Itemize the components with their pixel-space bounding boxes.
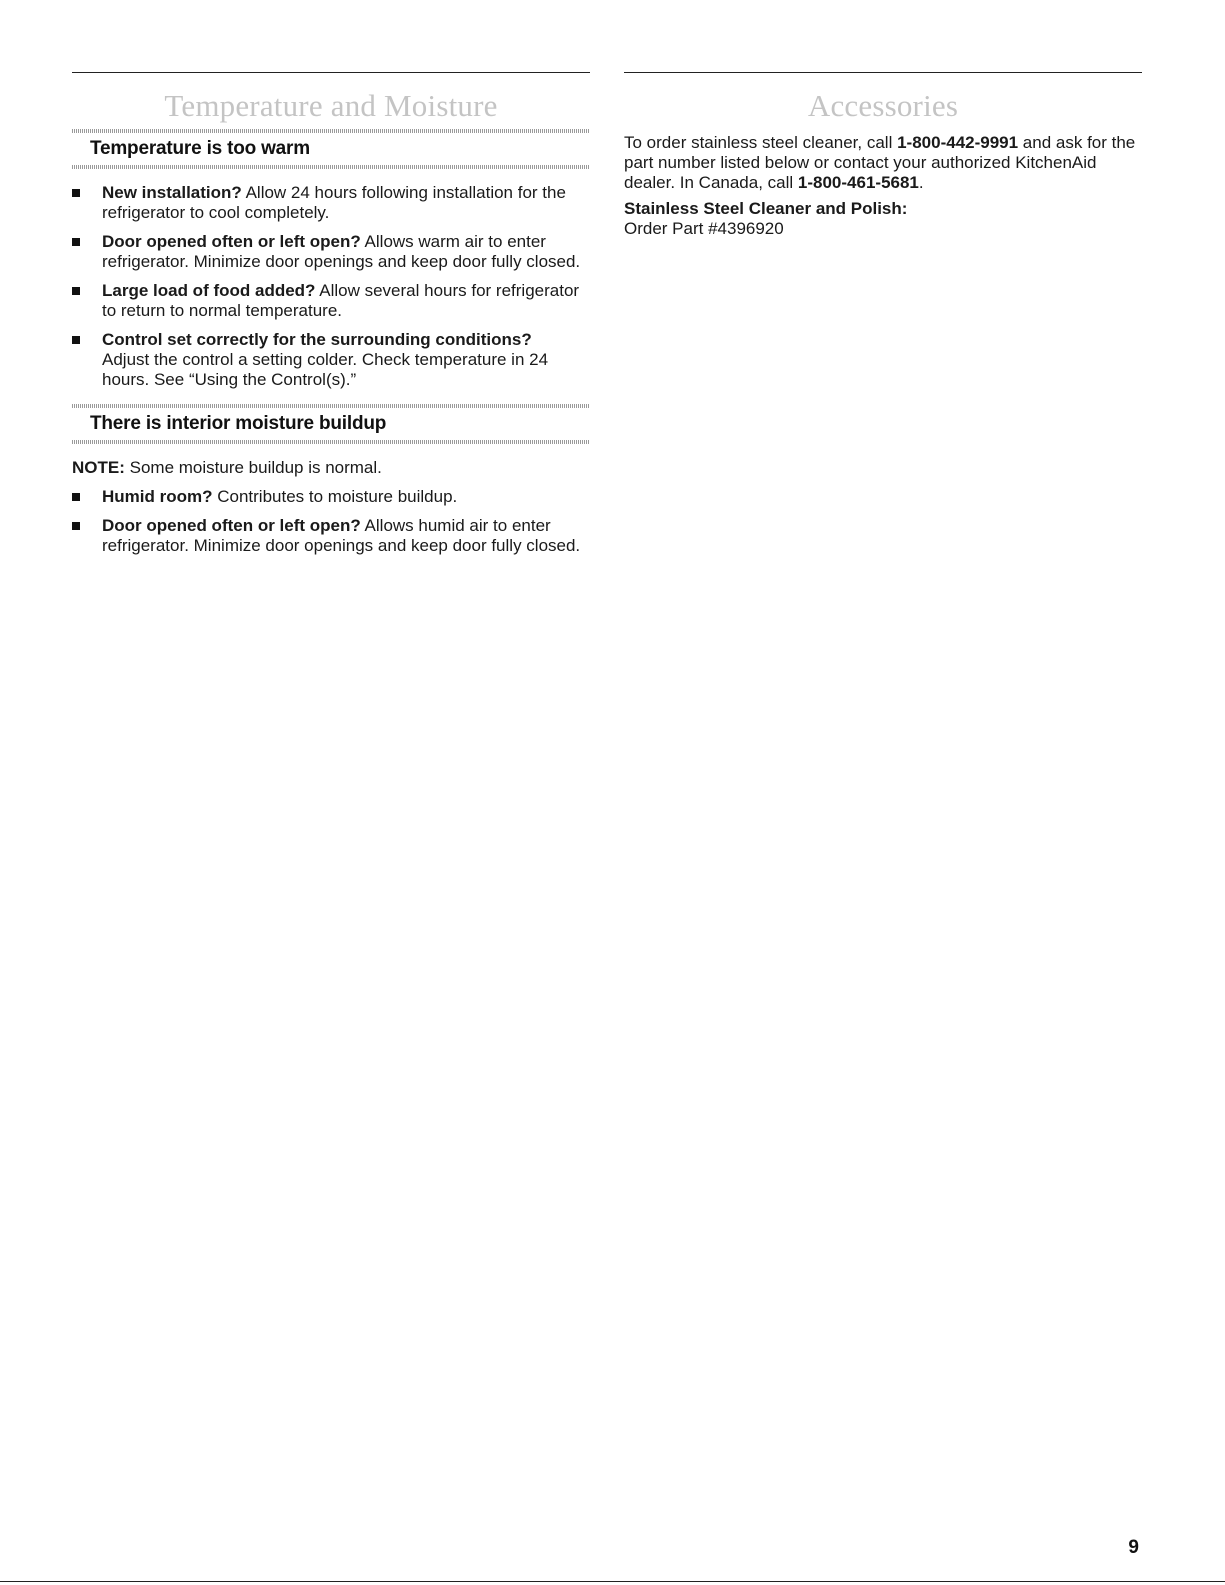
square-bullet-icon	[72, 336, 80, 344]
item-text: Allows humid air to enter refrigerator. Minimize door openings and keep door fully closed.	[102, 516, 581, 555]
phone-us: 1-800-442-9991	[897, 133, 1019, 152]
square-bullet-icon	[72, 189, 80, 197]
list-item	[72, 487, 582, 507]
list-item	[72, 183, 582, 223]
left-column	[72, 72, 590, 565]
item-label: New installation?	[102, 183, 242, 202]
subheading-interior-moisture: There is interior moisture buildup	[90, 413, 387, 434]
item-text: Allows warm air to enter refrigerator. Minimize door openings and keep door fully closed.	[102, 232, 581, 271]
product-part-number: Order Part #4396920	[624, 219, 784, 238]
note-text: Some moisture buildup is normal.	[124, 458, 382, 477]
intro-text: .	[918, 173, 924, 192]
item-label: Door opened often or left open?	[102, 516, 361, 535]
list-item	[72, 330, 582, 390]
item-label: Control set correctly for the surrounding conditions?	[102, 330, 532, 349]
bottom-rule	[0, 1581, 1225, 1582]
section-title: Accessories	[807, 88, 959, 123]
square-bullet-icon	[72, 522, 80, 530]
dotted-rule	[72, 440, 590, 444]
subheading-temperature-too-warm: Temperature is too warm	[90, 138, 310, 159]
product-name: Stainless Steel Cleaner and Polish:	[624, 199, 908, 218]
list-item	[72, 516, 582, 556]
square-bullet-icon	[72, 287, 80, 295]
list-item	[72, 232, 582, 272]
top-rule	[624, 72, 1142, 73]
list-item	[72, 281, 582, 321]
item-label: Door opened often or left open?	[102, 232, 361, 251]
square-bullet-icon	[72, 238, 80, 246]
intro-text: and ask for the part number listed below or contact your authorized KitchenAid dealer. In Canada, call	[624, 133, 1136, 192]
top-rule	[72, 72, 590, 73]
item-text: Adjust the control a setting colder. Check temperature in 24 hours. See “Using the Control(s).”	[102, 350, 549, 389]
note-label: NOTE:	[72, 458, 125, 477]
item-label: Large load of food added?	[102, 281, 316, 300]
item-text: Allow 24 hours following installation for the refrigerator to cool completely.	[102, 183, 566, 222]
order-instructions	[624, 133, 1142, 193]
phone-canada: 1-800-461-5681	[797, 173, 919, 192]
page-number: 9	[1128, 1537, 1139, 1558]
section-title: Temperature and Moisture	[164, 88, 498, 123]
intro-text: To order stainless steel cleaner, call	[624, 133, 898, 152]
warm-causes-list	[72, 183, 590, 390]
moisture-causes-list	[72, 487, 590, 556]
note-paragraph	[72, 458, 590, 478]
item-text: Allow several hours for refrigerator to return to normal temperature.	[102, 281, 580, 320]
item-text: Contributes to moisture buildup.	[212, 487, 458, 506]
square-bullet-icon	[72, 493, 80, 501]
dotted-rule	[72, 165, 590, 169]
item-label: Humid room?	[102, 487, 213, 506]
right-column	[624, 72, 1142, 239]
